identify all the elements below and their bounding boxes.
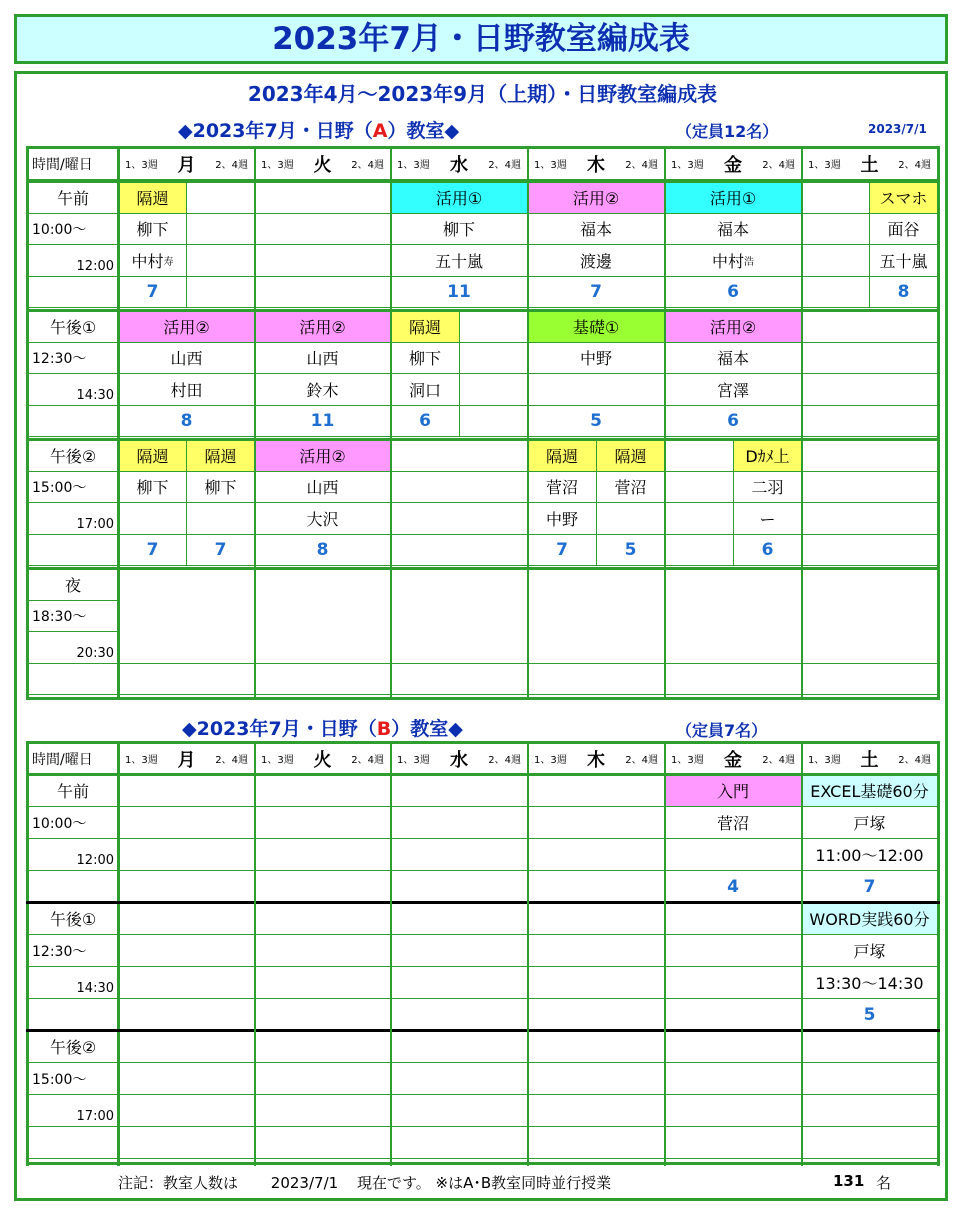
empty-cell (528, 871, 665, 903)
header-day-2: 1、3週 水 2、4週 (391, 743, 528, 775)
empty-cell (255, 1127, 391, 1159)
teacher-cell: 柳下 (391, 214, 528, 246)
room-b-capacity: （定員7名） (676, 721, 768, 740)
slot-end-pm2: 17:00 (28, 503, 119, 535)
teacher-cell: 五十嵐 (391, 245, 528, 277)
header-day-1: 1、3週 火 2、4週 (255, 743, 391, 775)
empty-cell (119, 569, 255, 664)
empty-cell (460, 311, 528, 343)
slot-spacer-pm1 (28, 406, 119, 438)
slot-label-pm1: 午後① (28, 903, 119, 935)
empty-cell (528, 935, 665, 967)
empty-cell (528, 1063, 665, 1095)
count-cell: 8 (255, 535, 391, 567)
empty-cell (255, 245, 391, 277)
count-cell: 11 (255, 406, 391, 438)
empty-cell (528, 839, 665, 871)
period-title: 2023年4月～2023年9月（上期）・日野教室編成表 (247, 82, 718, 106)
teacher-cell (187, 503, 255, 535)
day-separator (664, 146, 666, 700)
empty-cell (391, 807, 528, 839)
empty-cell (802, 1031, 938, 1063)
empty-cell (802, 440, 938, 472)
grid-border (117, 146, 120, 700)
course-cell: 活用② (119, 311, 255, 343)
slot-end-am: 12:00 (28, 839, 119, 871)
empty-cell (391, 903, 528, 935)
header-day-5: 1、3週 土 2、4週 (802, 148, 938, 180)
empty-cell (665, 664, 802, 696)
slot-end-pm2: 17:00 (28, 1095, 119, 1127)
footer-note: 注記：教室人数は 2023/7/1 現在です。 ※はA･B教室同時並行授業 131 名 (118, 1172, 892, 1192)
empty-cell (255, 775, 391, 807)
empty-cell (119, 871, 255, 903)
day-separator (527, 146, 529, 700)
empty-cell (802, 182, 870, 214)
empty-cell (665, 1063, 802, 1095)
count-cell: 8 (119, 406, 255, 438)
teacher-cell: 福本 (665, 214, 802, 246)
course-cell: 活用② (528, 182, 665, 214)
empty-cell (187, 214, 255, 246)
course-cell: 隔週 (187, 440, 255, 472)
empty-cell (802, 472, 938, 504)
header-day-4: 1、3週 金 2、4週 (665, 743, 802, 775)
empty-cell (391, 871, 528, 903)
empty-cell (460, 406, 528, 438)
teacher-cell: 11:00～12:00 (802, 839, 938, 871)
teacher-cell (665, 839, 802, 871)
grid-border (937, 741, 940, 1166)
teacher-cell: 柳下 (119, 472, 187, 504)
header-time-label: 時間/曜日 (28, 148, 119, 180)
empty-cell (255, 871, 391, 903)
empty-cell (119, 1095, 255, 1127)
course-cell: 入門 (665, 775, 802, 807)
count-cell: 6 (665, 277, 802, 309)
empty-cell (391, 503, 528, 535)
empty-cell (255, 182, 391, 214)
empty-cell (528, 807, 665, 839)
empty-cell (802, 245, 870, 277)
empty-cell (391, 839, 528, 871)
course-cell: 活用② (255, 440, 391, 472)
teacher-cell: 13:30～14:30 (802, 967, 938, 999)
empty-cell (802, 374, 938, 406)
slot-end-pm1: 14:30 (28, 374, 119, 406)
course-cell: 活用② (665, 311, 802, 343)
empty-cell (255, 569, 391, 664)
header-day-3: 1、3週 木 2、4週 (528, 743, 665, 775)
teacher-cell: ー (734, 503, 802, 535)
empty-cell (255, 277, 391, 309)
empty-cell (802, 1127, 938, 1159)
count-cell: 11 (391, 277, 528, 309)
empty-cell (665, 440, 734, 472)
slot-start-pm2: 15:00～ (28, 472, 119, 504)
empty-cell (119, 967, 255, 999)
slot-end-am: 12:00 (28, 245, 119, 277)
empty-cell (255, 1063, 391, 1095)
empty-cell (665, 503, 734, 535)
teacher-cell (597, 503, 665, 535)
teacher-cell: 二羽 (734, 472, 802, 504)
empty-cell (528, 967, 665, 999)
empty-cell (802, 311, 938, 343)
count-cell: 6 (391, 406, 460, 438)
empty-cell (528, 1095, 665, 1127)
empty-cell (528, 1031, 665, 1063)
teacher-cell: 山西 (255, 472, 391, 504)
teacher-cell: 菅沼 (528, 472, 597, 504)
grid-border (26, 741, 29, 1166)
empty-cell (391, 569, 528, 664)
empty-cell (528, 569, 665, 664)
empty-cell (255, 967, 391, 999)
empty-cell (665, 903, 802, 935)
teacher-cell: 五十嵐 (870, 245, 938, 277)
teacher-cell: 大沢 (255, 503, 391, 535)
slot-spacer-pm2 (28, 1127, 119, 1159)
empty-cell (187, 245, 255, 277)
teacher-cell (119, 503, 187, 535)
main-title: 2023年7月・日野教室編成表 (14, 14, 948, 64)
empty-cell (391, 1063, 528, 1095)
empty-cell (460, 374, 528, 406)
teacher-cell: 柳下 (187, 472, 255, 504)
header-time-label: 時間/曜日 (28, 743, 119, 775)
slot-start-pm2: 15:00～ (28, 1063, 119, 1095)
slot-label-pm2: 午後② (28, 440, 119, 472)
empty-cell (528, 664, 665, 696)
room-a-grid (28, 148, 938, 698)
course-cell: 隔週 (119, 182, 187, 214)
empty-cell (119, 935, 255, 967)
slot-spacer-am (28, 871, 119, 903)
empty-cell (119, 999, 255, 1031)
empty-cell (119, 1031, 255, 1063)
slot-spacer-pm1 (28, 999, 119, 1031)
teacher-cell (528, 374, 665, 406)
empty-cell (119, 1063, 255, 1095)
empty-cell (255, 839, 391, 871)
day-separator (664, 741, 666, 1166)
empty-cell (391, 664, 528, 696)
teacher-cell: 中村 浩 (665, 245, 802, 277)
slot-start-am: 10:00～ (28, 214, 119, 246)
count-cell: 8 (870, 277, 938, 309)
empty-cell (528, 903, 665, 935)
empty-cell (119, 664, 255, 696)
empty-cell (802, 569, 938, 664)
course-cell: Dｶﾒ上 (734, 440, 802, 472)
empty-cell (119, 903, 255, 935)
course-cell: 基礎① (528, 311, 665, 343)
slot-label-pm1: 午後① (28, 311, 119, 343)
empty-cell (802, 503, 938, 535)
grid-border (117, 741, 120, 1166)
empty-cell (187, 277, 255, 309)
empty-cell (255, 214, 391, 246)
empty-cell (802, 664, 938, 696)
teacher-cell: 柳下 (119, 214, 187, 246)
slot-end-night: 20:30 (28, 632, 119, 664)
empty-cell (665, 472, 734, 504)
teacher-cell: 鈴木 (255, 374, 391, 406)
empty-cell (802, 406, 938, 438)
empty-cell (528, 775, 665, 807)
header-day-4: 1、3週 金 2、4週 (665, 148, 802, 180)
slot-spacer-night (28, 664, 119, 696)
empty-cell (391, 1095, 528, 1127)
count-cell: 5 (802, 999, 938, 1031)
teacher-cell: 戸塚 (802, 807, 938, 839)
empty-cell (255, 664, 391, 696)
empty-cell (802, 1095, 938, 1127)
course-cell: 活用① (665, 182, 802, 214)
slot-label-pm2: 午後② (28, 1031, 119, 1063)
course-cell: スマホ (870, 182, 938, 214)
teacher-cell: 戸塚 (802, 935, 938, 967)
slot-start-pm1: 12:30～ (28, 343, 119, 375)
header-day-0: 1、3週 月 2、4週 (119, 743, 255, 775)
slot-start-pm1: 12:30～ (28, 935, 119, 967)
empty-cell (255, 903, 391, 935)
course-cell: 活用② (255, 311, 391, 343)
course-cell: WORD実践60分 (802, 903, 938, 935)
empty-cell (802, 214, 870, 246)
slot-start-night: 18:30～ (28, 601, 119, 633)
empty-cell (391, 440, 528, 472)
slot-label-night: 夜 (28, 569, 119, 601)
teacher-cell: 中野 (528, 343, 665, 375)
empty-cell (665, 1095, 802, 1127)
teacher-cell: 渡邊 (528, 245, 665, 277)
empty-cell (802, 1063, 938, 1095)
day-separator (527, 741, 529, 1166)
empty-cell (665, 967, 802, 999)
teacher-cell: 面谷 (870, 214, 938, 246)
empty-cell (802, 343, 938, 375)
issue-date: 2023/7/1 (868, 122, 927, 136)
course-cell: EXCEL基礎60分 (802, 775, 938, 807)
count-cell: 7 (528, 535, 597, 567)
empty-cell (391, 775, 528, 807)
course-cell: 隔週 (597, 440, 665, 472)
teacher-cell: 中村 寿 (119, 245, 187, 277)
count-cell: 4 (665, 871, 802, 903)
empty-cell (665, 935, 802, 967)
empty-cell (802, 277, 870, 309)
room-a-capacity: （定員12名） (676, 122, 779, 141)
empty-cell (255, 999, 391, 1031)
teacher-cell: 山西 (255, 343, 391, 375)
count-cell: 7 (187, 535, 255, 567)
empty-cell (119, 775, 255, 807)
day-separator (390, 741, 392, 1166)
header-day-0: 1、3週 月 2、4週 (119, 148, 255, 180)
empty-cell (528, 999, 665, 1031)
slot-label-am: 午前 (28, 775, 119, 807)
empty-cell (665, 1127, 802, 1159)
course-cell: 隔週 (391, 311, 460, 343)
teacher-cell: 宮澤 (665, 374, 802, 406)
empty-cell (187, 182, 255, 214)
slot-spacer-pm2 (28, 535, 119, 567)
room-b-grid (28, 743, 938, 1164)
empty-cell (665, 569, 802, 664)
day-separator (390, 146, 392, 700)
empty-cell (460, 343, 528, 375)
count-cell: 7 (528, 277, 665, 309)
count-cell: 7 (802, 871, 938, 903)
teacher-cell: 福本 (665, 343, 802, 375)
slot-label-am: 午前 (28, 182, 119, 214)
empty-cell (391, 1031, 528, 1063)
empty-cell (255, 1031, 391, 1063)
count-cell: 6 (665, 406, 802, 438)
empty-cell (391, 535, 528, 567)
teacher-cell: 洞口 (391, 374, 460, 406)
empty-cell (391, 472, 528, 504)
teacher-cell: 山西 (119, 343, 255, 375)
count-cell: 6 (734, 535, 802, 567)
day-separator (801, 741, 803, 1166)
count-cell: 7 (119, 535, 187, 567)
header-day-1: 1、3週 火 2、4週 (255, 148, 391, 180)
header-day-5: 1、3週 土 2、4週 (802, 743, 938, 775)
teacher-cell: 菅沼 (665, 807, 802, 839)
empty-cell (391, 999, 528, 1031)
empty-cell (802, 535, 938, 567)
empty-cell (119, 839, 255, 871)
grid-border (26, 146, 29, 700)
empty-cell (255, 935, 391, 967)
course-cell: 隔週 (528, 440, 597, 472)
empty-cell (528, 1127, 665, 1159)
teacher-cell: 村田 (119, 374, 255, 406)
teacher-cell: 中野 (528, 503, 597, 535)
day-separator (254, 741, 256, 1166)
count-cell: 5 (597, 535, 665, 567)
day-separator (801, 146, 803, 700)
teacher-cell: 柳下 (391, 343, 460, 375)
empty-cell (119, 807, 255, 839)
empty-cell (391, 967, 528, 999)
course-cell: 隔週 (119, 440, 187, 472)
empty-cell (119, 1127, 255, 1159)
header-day-3: 1、3週 木 2、4週 (528, 148, 665, 180)
course-cell: 活用① (391, 182, 528, 214)
room-b-title: ◆2023年7月・日野（B）教室◆ (182, 718, 463, 740)
empty-cell (665, 1031, 802, 1063)
day-separator (254, 146, 256, 700)
empty-cell (255, 807, 391, 839)
empty-cell (255, 1095, 391, 1127)
teacher-cell: 菅沼 (597, 472, 665, 504)
slot-spacer-am (28, 277, 119, 309)
room-a-title: ◆2023年7月・日野（A）教室◆ (178, 120, 460, 142)
header-day-2: 1、3週 水 2、4週 (391, 148, 528, 180)
slot-end-pm1: 14:30 (28, 967, 119, 999)
teacher-cell: 福本 (528, 214, 665, 246)
empty-cell (391, 1127, 528, 1159)
count-cell: 7 (119, 277, 187, 309)
grid-border (937, 146, 940, 700)
empty-cell (665, 999, 802, 1031)
empty-cell (665, 535, 734, 567)
slot-start-am: 10:00～ (28, 807, 119, 839)
empty-cell (391, 935, 528, 967)
count-cell: 5 (528, 406, 665, 438)
